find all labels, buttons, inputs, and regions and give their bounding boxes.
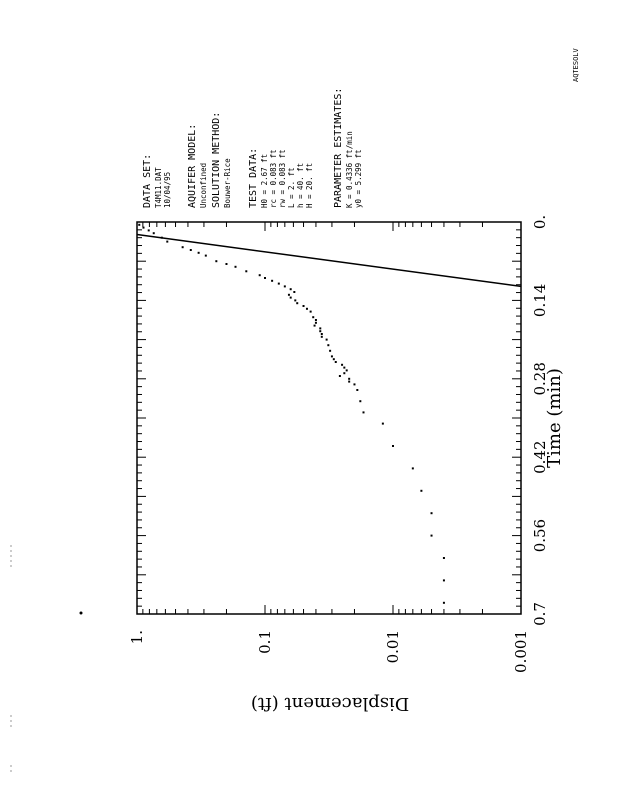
info-panel <box>142 88 363 208</box>
data-point <box>284 285 286 287</box>
data-set-line: 10/04/95 <box>163 171 172 208</box>
data-point <box>346 369 348 371</box>
data-point <box>443 557 445 559</box>
data-point <box>412 467 414 469</box>
data-point <box>319 327 321 329</box>
data-point <box>343 372 345 374</box>
fit-line <box>137 235 521 287</box>
data-point <box>138 224 140 226</box>
data-point <box>148 229 150 231</box>
solution-method-line: Bouwer-Rice <box>223 158 232 208</box>
data-point <box>271 280 273 282</box>
data-point <box>431 512 433 514</box>
data-point <box>288 294 290 296</box>
time-tick-label: 0.7 <box>531 602 549 626</box>
data-point <box>161 237 163 239</box>
data-point <box>348 378 350 380</box>
time-tick-label: 0.56 <box>531 518 549 553</box>
scan-margin-marks <box>11 545 83 775</box>
data-point <box>205 255 207 257</box>
aquifer-model-line: Unconfined <box>199 162 208 208</box>
data-point <box>356 389 358 391</box>
data-point <box>294 299 296 301</box>
data-point <box>296 302 298 304</box>
data-point <box>314 325 316 327</box>
file-id-label: AQTESOLV <box>572 48 580 82</box>
data-point <box>343 367 345 369</box>
data-point <box>382 423 384 425</box>
time-tick-label: 0.28 <box>531 362 549 396</box>
data-point <box>312 316 314 318</box>
data-point <box>306 308 308 310</box>
data-point <box>303 305 305 307</box>
data-point <box>166 241 168 243</box>
data-point <box>363 411 365 413</box>
data-point <box>293 291 295 293</box>
data-point <box>333 358 335 360</box>
displacement-tick-label: 0.001 <box>512 630 530 673</box>
parameter-estimates-header: PARAMETER ESTIMATES: <box>333 87 344 208</box>
data-point <box>329 350 331 352</box>
data-point <box>321 333 323 335</box>
test-data-line: h = 40. ft <box>296 162 305 208</box>
data-point <box>290 288 292 290</box>
data-point <box>443 579 445 581</box>
test-data-header: TEST DATA: <box>248 147 259 208</box>
data-point <box>182 246 184 248</box>
data-point <box>339 375 341 377</box>
data-point <box>198 252 200 254</box>
data-point <box>348 381 350 383</box>
data-point <box>264 277 266 279</box>
data-point <box>443 602 445 604</box>
data-point <box>335 361 337 363</box>
test-data-line: L = 2. ft <box>287 167 296 208</box>
data-point <box>353 383 355 385</box>
data-set-line: T4M11.DAT <box>154 167 163 208</box>
aquifer-model-header: AQUIFER MODEL: <box>187 123 198 208</box>
data-point <box>278 283 280 285</box>
time-tick-label: 0.14 <box>531 283 549 318</box>
data-point <box>420 490 422 492</box>
time-tick-label: 0.42 <box>531 440 549 474</box>
data-point <box>225 263 227 265</box>
displacement-tick-labels <box>128 630 530 673</box>
data-points <box>138 224 445 604</box>
data-point <box>142 227 144 229</box>
data-set-header: DATA SET: <box>142 153 153 208</box>
data-point <box>235 266 237 268</box>
test-data-line: rw = 0.083 ft <box>278 149 287 208</box>
displacement-tick-label: 0.1 <box>256 630 274 654</box>
test-data-line: rc = 0.083 ft <box>269 149 278 208</box>
axis-ticks <box>137 222 521 614</box>
test-data-line: H = 20. ft <box>305 162 314 208</box>
displacement-tick-label: 0.01 <box>384 630 402 664</box>
data-point <box>245 270 247 272</box>
data-point <box>315 319 317 321</box>
data-point <box>190 249 192 251</box>
data-point <box>290 297 292 299</box>
data-point <box>259 274 261 276</box>
data-point <box>331 355 333 357</box>
parameter-estimate-line: K = 0.4336 ft/min <box>345 131 354 208</box>
solution-method-header: SOLUTION METHOD: <box>211 111 222 208</box>
data-point <box>215 260 217 262</box>
data-point <box>319 330 321 332</box>
data-point <box>359 400 361 402</box>
y-axis-title: Displacement (ft) <box>250 693 410 714</box>
data-point <box>431 535 433 537</box>
plot-frame <box>137 222 521 614</box>
x-axis-title: Time (min) <box>544 368 565 468</box>
data-point <box>326 339 328 341</box>
data-point <box>392 445 394 447</box>
displacement-tick-label: 1. <box>128 630 146 645</box>
time-tick-label: 0. <box>531 214 549 230</box>
data-point <box>341 364 343 366</box>
data-point <box>310 311 312 313</box>
data-point <box>327 344 329 346</box>
data-point <box>321 336 323 338</box>
test-data-line: H0 = 2.67 ft <box>260 153 269 208</box>
data-point <box>153 232 155 234</box>
data-point <box>315 322 317 324</box>
parameter-estimate-line: y0 = 5.299 ft <box>354 149 363 208</box>
